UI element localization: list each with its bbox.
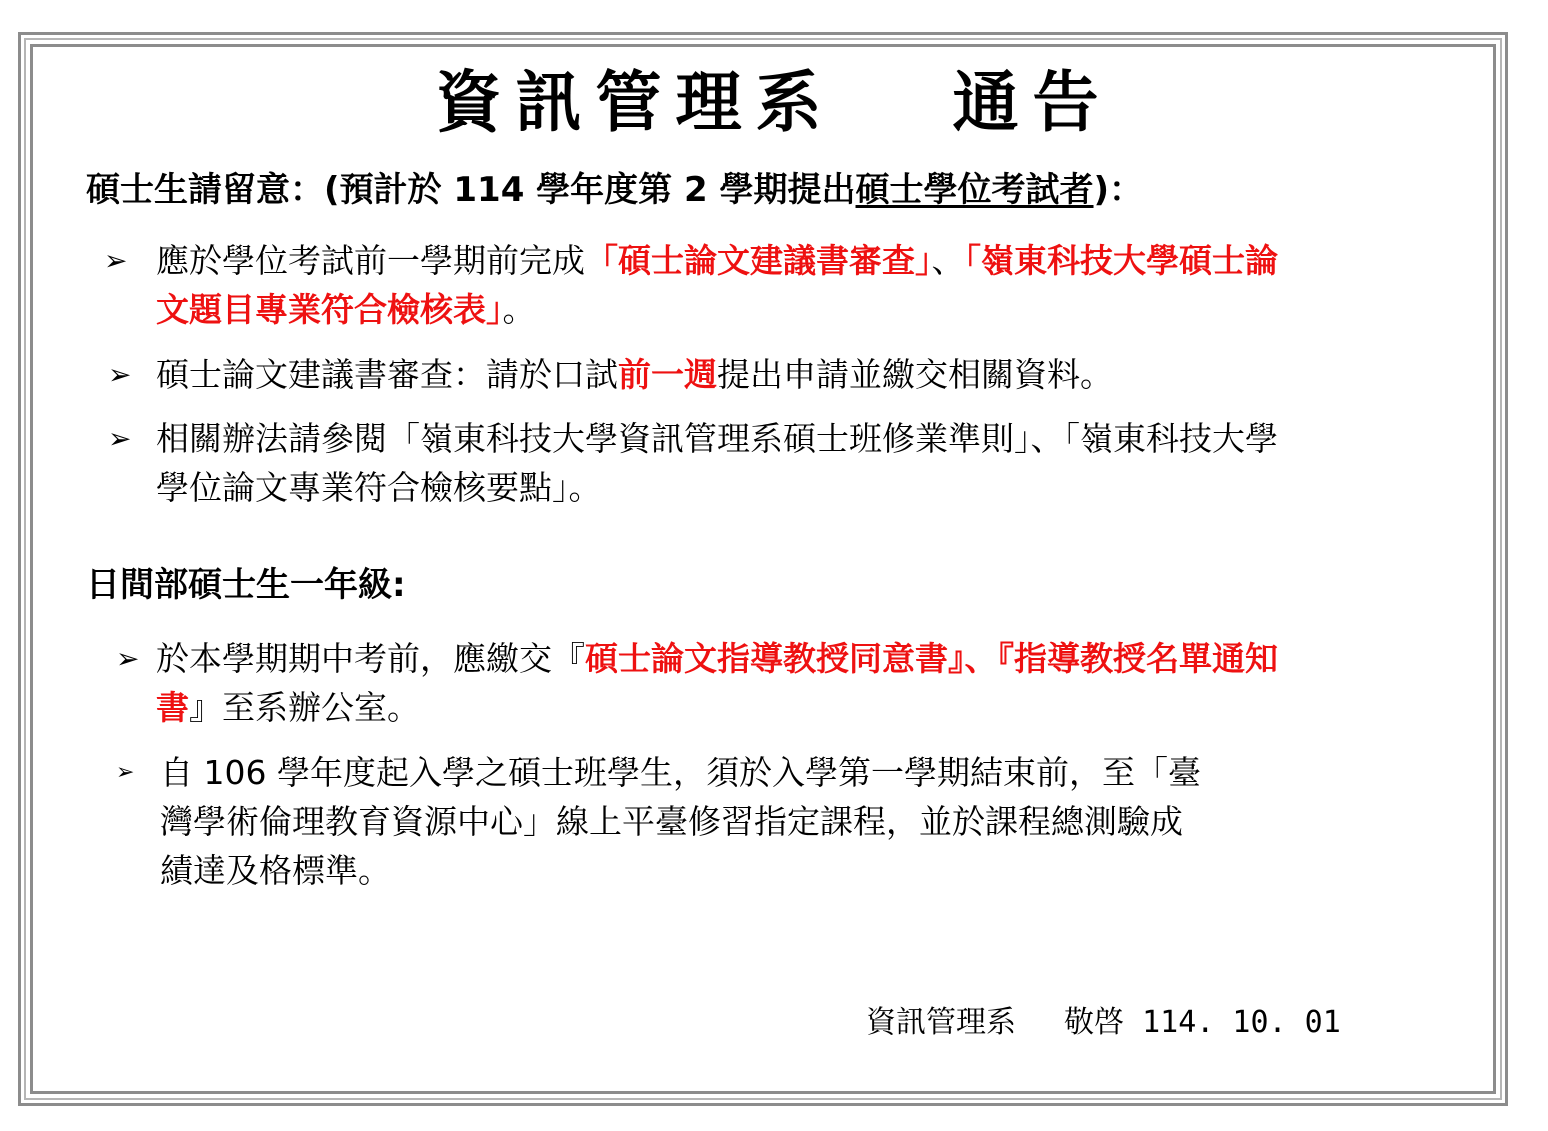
bullet-text: 於本學期期中考前，應繳交『	[156, 639, 585, 678]
notice-title: 資訊管理系 通告	[435, 63, 1113, 141]
signature-line: 資訊管理系 敬啓 114. 10. 01	[866, 1005, 1341, 1040]
section1-heading-underline: 碩士學位考試者	[855, 170, 1094, 210]
section1-bullet-3	[156, 414, 1278, 512]
highlight-text: 文題目專業符合檢核表」	[156, 290, 503, 329]
highlight-text: 碩士論文指導教授同意書	[585, 639, 948, 678]
highlight-text: 』、『	[948, 639, 1014, 678]
bullet-text: 、	[931, 241, 965, 280]
section1-heading	[86, 168, 1143, 212]
bullet-text: 灣學術倫理教育資源中心」線上平臺修習指定課程，並於課程總測驗成	[160, 802, 1183, 841]
bullet-text: 相關辦法請參閱「嶺東科技大學資訊管理系碩士班修業準則」、「嶺東科技大學	[156, 419, 1278, 458]
section2-bullet-1	[156, 634, 1278, 732]
bullet-text: 學位論文專業符合檢核要點」。	[156, 468, 602, 507]
bullet-text: 績達及格標準。	[160, 851, 391, 890]
bullet-text: 提出申請並繳交相關資料。	[717, 355, 1113, 394]
arrow-bullet-icon: ➢	[104, 244, 128, 277]
bullet-text: 應於學位考試前一學期前完成	[156, 241, 585, 280]
highlight-text: 「嶺東科技大學碩士論	[964, 241, 1278, 280]
arrow-bullet-icon: ➢	[108, 422, 132, 455]
bullet-text: 碩士論文建議書審查：請於口試	[156, 355, 618, 394]
section2-bullet-2	[160, 748, 1201, 895]
section1-heading-post: )：	[1093, 170, 1144, 210]
section1-heading-pre: 碩士生請留意：(預計於 114 學年度第 2 學期提出	[86, 170, 856, 210]
bullet-text: 。	[502, 290, 536, 329]
highlight-text: 書	[156, 688, 189, 727]
arrow-bullet-icon: ➢	[108, 358, 132, 391]
section1-bullet-2	[156, 350, 1113, 399]
section2-heading: 日間部碩士生一年級:	[86, 565, 406, 605]
bullet-text: 』至系辦公室。	[189, 688, 420, 727]
highlight-text: 前一週	[618, 355, 717, 394]
arrow-bullet-icon: ➢	[116, 760, 135, 785]
highlight-text: 「碩士論文建議書審查」	[585, 241, 932, 280]
section1-bullet-1	[156, 236, 1278, 334]
arrow-bullet-icon: ➢	[116, 642, 140, 675]
highlight-text: 指導教授名單通知	[1014, 639, 1278, 678]
bullet-text: 自 106 學年度起入學之碩士班學生，須於入學第一學期結束前，至「臺	[160, 753, 1201, 792]
